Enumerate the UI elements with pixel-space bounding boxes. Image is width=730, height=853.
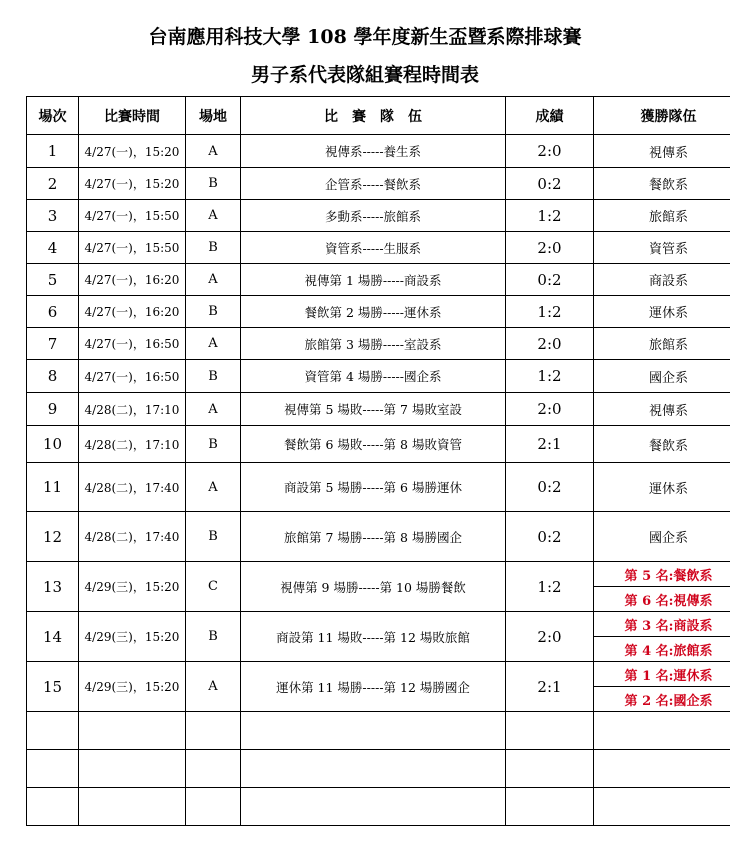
winner-team: 旅館系 — [594, 200, 730, 232]
match-score: 1:2 — [506, 360, 594, 393]
match-number: 7 — [27, 328, 79, 360]
match-teams: 視傳系-----養生系 — [241, 135, 506, 168]
match-teams: 資管系-----生服系 — [241, 232, 506, 264]
match-time: 4/28(二)，17:10 — [79, 393, 186, 426]
match-number: 15 — [27, 662, 79, 712]
match-teams: 旅館第 3 場勝-----室設系 — [241, 328, 506, 360]
header-venue: 場地 — [186, 97, 241, 135]
table-row — [27, 662, 730, 687]
match-score: 2:0 — [506, 393, 594, 426]
rank-result: 第 4 名:旅館系 — [594, 637, 730, 662]
match-venue: B — [186, 168, 241, 200]
rank-result: 第 1 名:運休系 — [594, 662, 730, 687]
match-score: 2:0 — [506, 232, 594, 264]
match-venue: A — [186, 463, 241, 512]
winner-team: 國企系 — [594, 360, 730, 393]
match-score: 0:2 — [506, 512, 594, 562]
empty-row — [27, 750, 730, 788]
rank-result: 第 6 名:視傳系 — [594, 587, 730, 612]
match-teams: 視傳第 1 場勝-----商設系 — [241, 264, 506, 296]
empty-cell — [241, 750, 506, 788]
winner-team: 餐飲系 — [594, 168, 730, 200]
table-row — [27, 612, 730, 637]
winner-team: 視傳系 — [594, 393, 730, 426]
match-teams: 資管第 4 場勝-----國企系 — [241, 360, 506, 393]
match-time: 4/28(二)，17:40 — [79, 463, 186, 512]
empty-cell — [79, 788, 186, 826]
match-time: 4/27(一)，16:20 — [79, 264, 186, 296]
rank-result: 第 3 名:商設系 — [594, 612, 730, 637]
match-teams: 旅館第 7 場勝-----第 8 場勝國企 — [241, 512, 506, 562]
match-teams: 多動系-----旅館系 — [241, 200, 506, 232]
rank-result: 第 2 名:國企系 — [594, 687, 730, 712]
match-teams: 運休第 11 場勝-----第 12 場勝國企 — [241, 662, 506, 712]
table-row — [27, 562, 730, 587]
match-time: 4/29(三)，15:20 — [79, 562, 186, 612]
match-score: 0:2 — [506, 463, 594, 512]
match-number: 3 — [27, 200, 79, 232]
match-time: 4/27(一)，15:50 — [79, 232, 186, 264]
header-match-no: 場次 — [27, 97, 79, 135]
empty-cell — [506, 788, 594, 826]
match-venue: A — [186, 328, 241, 360]
match-time: 4/28(二)，17:10 — [79, 426, 186, 463]
empty-cell — [79, 712, 186, 750]
match-score: 2:0 — [506, 135, 594, 168]
match-venue: B — [186, 426, 241, 463]
empty-cell — [506, 712, 594, 750]
match-teams: 企管系-----餐飲系 — [241, 168, 506, 200]
match-time: 4/27(一)，15:20 — [79, 135, 186, 168]
winner-team: 資管系 — [594, 232, 730, 264]
match-number: 10 — [27, 426, 79, 463]
rank-result: 第 5 名:餐飲系 — [594, 562, 730, 587]
empty-cell — [27, 712, 79, 750]
winner-team: 視傳系 — [594, 135, 730, 168]
match-time: 4/27(一)，15:50 — [79, 200, 186, 232]
empty-cell — [27, 750, 79, 788]
match-time: 4/27(一)，15:20 — [79, 168, 186, 200]
match-number: 11 — [27, 463, 79, 512]
match-venue: B — [186, 612, 241, 662]
empty-cell — [186, 750, 241, 788]
match-venue: B — [186, 232, 241, 264]
match-score: 2:0 — [506, 328, 594, 360]
empty-cell — [186, 712, 241, 750]
match-time: 4/28(二)，17:40 — [79, 512, 186, 562]
match-teams: 視傳第 9 場勝-----第 10 場勝餐飲 — [241, 562, 506, 612]
winner-team: 運休系 — [594, 463, 730, 512]
page-title: 台南應用科技大學 108 學年度新生盃暨系際排球賽 — [148, 26, 582, 48]
empty-row — [27, 788, 730, 826]
match-score: 1:2 — [506, 296, 594, 328]
match-time: 4/27(一)，16:20 — [79, 296, 186, 328]
match-score: 2:1 — [506, 662, 594, 712]
empty-cell — [594, 750, 730, 788]
empty-cell — [506, 750, 594, 788]
match-number: 13 — [27, 562, 79, 612]
match-score: 2:1 — [506, 426, 594, 463]
match-number: 12 — [27, 512, 79, 562]
empty-cell — [241, 712, 506, 750]
match-number: 2 — [27, 168, 79, 200]
empty-cell — [27, 788, 79, 826]
table-row — [27, 168, 730, 200]
match-venue: C — [186, 562, 241, 612]
match-score: 0:2 — [506, 168, 594, 200]
winner-team: 商設系 — [594, 264, 730, 296]
match-teams: 商設第 5 場勝-----第 6 場勝運休 — [241, 463, 506, 512]
table-row — [27, 360, 730, 393]
empty-cell — [79, 750, 186, 788]
empty-cell — [186, 788, 241, 826]
match-venue: A — [186, 662, 241, 712]
match-number: 5 — [27, 264, 79, 296]
match-time: 4/27(一)，16:50 — [79, 328, 186, 360]
match-number: 6 — [27, 296, 79, 328]
match-venue: A — [186, 135, 241, 168]
match-score: 1:2 — [506, 562, 594, 612]
page-subtitle: 男子系代表隊組賽程時間表 — [250, 64, 479, 86]
winner-team: 餐飲系 — [594, 426, 730, 463]
table-row — [27, 393, 730, 426]
winner-team: 運休系 — [594, 296, 730, 328]
match-time: 4/27(一)，16:50 — [79, 360, 186, 393]
match-number: 8 — [27, 360, 79, 393]
table-row — [27, 296, 730, 328]
match-time: 4/29(三)，15:20 — [79, 662, 186, 712]
match-score: 2:0 — [506, 612, 594, 662]
winner-team: 旅館系 — [594, 328, 730, 360]
match-time: 4/29(三)，15:20 — [79, 612, 186, 662]
match-number: 14 — [27, 612, 79, 662]
table-row — [27, 264, 730, 296]
table-row — [27, 463, 730, 512]
empty-cell — [594, 788, 730, 826]
table-row — [27, 426, 730, 463]
header-score: 成績 — [506, 97, 594, 135]
table-row — [27, 512, 730, 562]
match-number: 9 — [27, 393, 79, 426]
header-winner: 獲勝隊伍 — [594, 97, 730, 135]
match-venue: B — [186, 296, 241, 328]
winner-team: 國企系 — [594, 512, 730, 562]
table-row — [27, 200, 730, 232]
header-time: 比賽時間 — [79, 97, 186, 135]
match-venue: A — [186, 200, 241, 232]
match-venue: B — [186, 360, 241, 393]
table-row — [27, 232, 730, 264]
match-venue: B — [186, 512, 241, 562]
empty-cell — [594, 712, 730, 750]
match-venue: A — [186, 264, 241, 296]
empty-row — [27, 712, 730, 750]
match-number: 1 — [27, 135, 79, 168]
empty-cell — [241, 788, 506, 826]
match-number: 4 — [27, 232, 79, 264]
match-venue: A — [186, 393, 241, 426]
header-row — [27, 97, 730, 135]
match-score: 1:2 — [506, 200, 594, 232]
header-teams: 比 賽 隊 伍 — [241, 97, 506, 135]
match-score: 0:2 — [506, 264, 594, 296]
match-teams: 商設第 11 場敗-----第 12 場敗旅館 — [241, 612, 506, 662]
schedule-table — [26, 96, 730, 826]
match-teams: 視傳第 5 場敗-----第 7 場敗室設 — [241, 393, 506, 426]
match-teams: 餐飲第 2 場勝-----運休系 — [241, 296, 506, 328]
table-row — [27, 328, 730, 360]
table-row — [27, 135, 730, 168]
match-teams: 餐飲第 6 場敗-----第 8 場敗資管 — [241, 426, 506, 463]
